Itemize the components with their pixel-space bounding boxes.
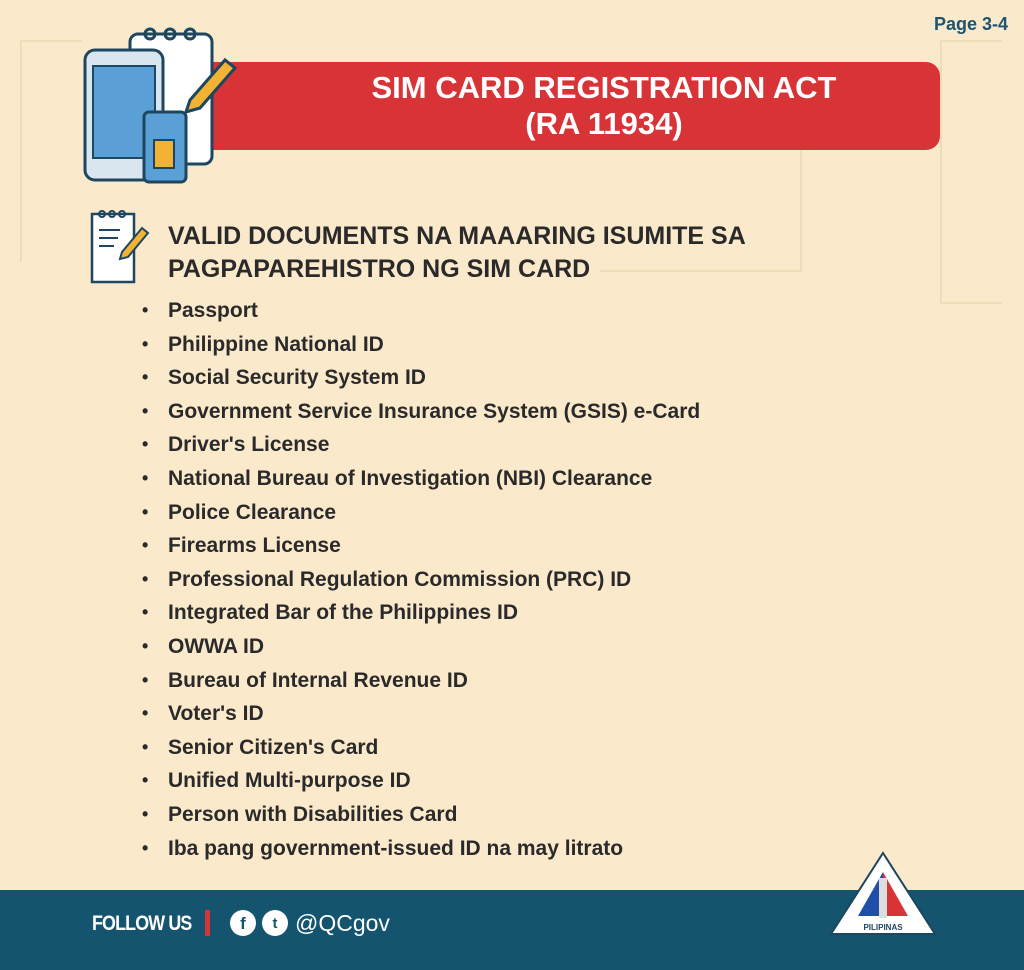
list-item: • Iba pang government-issued ID na may litrato	[140, 832, 700, 866]
facebook-icon[interactable]: f	[230, 910, 256, 936]
twitter-icon[interactable]: t	[262, 910, 288, 936]
heading-line-1: VALID DOCUMENTS NA MAAARING ISUMITE SA	[168, 222, 746, 250]
list-item: • Police Clearance	[140, 496, 700, 530]
page-label: Page 3-4	[933, 14, 1008, 34]
svg-text:PILIPINAS: PILIPINAS	[863, 923, 903, 932]
list-item: • Senior Citizen's Card	[140, 731, 700, 765]
list-item: • Unified Multi-purpose ID	[140, 764, 700, 798]
social-handle[interactable]: @QCgov	[295, 910, 390, 936]
title-banner	[208, 62, 940, 150]
list-item: • Voter's ID	[140, 697, 700, 731]
list-item: • Passport	[140, 294, 700, 328]
list-item: • Philippine National ID	[140, 328, 700, 362]
list-item: • Driver's License	[140, 428, 700, 462]
heading-line-2: PAGPAPAREHISTRO NG SIM CARD	[168, 255, 591, 283]
list-item: • Firearms License	[140, 529, 700, 563]
list-item: • Social Security System ID	[140, 361, 700, 395]
list-item: • OWWA ID	[140, 630, 700, 664]
list-item: • Professional Regulation Commission (PRC) ID	[140, 563, 700, 597]
list-item: • Integrated Bar of the Philippines ID	[140, 596, 700, 630]
notepad-pencil-icon	[90, 208, 150, 286]
list-item: • Bureau of Internal Revenue ID	[140, 664, 700, 698]
phone-sim-notepad-icon	[80, 20, 240, 190]
circuit-decoration	[940, 40, 1002, 304]
follow-us-label: FOLLOW US	[92, 912, 192, 935]
title-line-2: (RA 11934)	[525, 106, 683, 141]
list-item: • Government Service Insurance System (GSIS) e-Card	[140, 395, 700, 429]
quezon-city-seal-logo	[828, 850, 938, 938]
divider	[205, 910, 210, 936]
circuit-decoration	[20, 40, 82, 262]
valid-documents-list	[140, 294, 700, 865]
title-line-1: SIM CARD REGISTRATION ACT	[371, 70, 837, 105]
section-heading	[168, 220, 746, 286]
list-item: • National Bureau of Investigation (NBI) Clearance	[140, 462, 700, 496]
list-item: • Person with Disabilities Card	[140, 798, 700, 832]
